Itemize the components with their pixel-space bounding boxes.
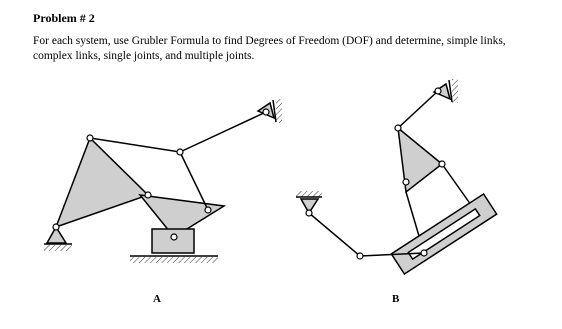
figure-a-joint xyxy=(171,234,177,240)
figure-a-joint xyxy=(263,109,269,115)
figure-b-joint xyxy=(435,88,441,94)
figure-a-joint xyxy=(87,135,93,141)
figure-a-slider-block xyxy=(152,229,194,253)
figure-b-joint xyxy=(439,161,445,167)
figure-a-joint xyxy=(145,192,151,198)
figure-a-ternary-link-large xyxy=(56,138,148,227)
figure-b xyxy=(296,79,497,274)
figure-b-slotted-bar xyxy=(391,194,496,274)
figure-a-link-top xyxy=(90,138,180,152)
problem-title: Problem # 2 xyxy=(33,11,95,25)
figure-b-joint xyxy=(421,250,427,256)
figure-b-link-top xyxy=(398,91,438,128)
figure-a-link-to-ground-right xyxy=(180,112,266,152)
figure-a xyxy=(44,99,282,263)
figure-b-joint xyxy=(403,179,409,185)
figure-b-joint xyxy=(357,253,363,259)
figure-b-label: B xyxy=(392,293,400,305)
figure-a-joint xyxy=(205,207,211,213)
figure-a-label: A xyxy=(153,293,161,305)
figure-b-link-ground xyxy=(309,213,360,256)
figure-b-joint xyxy=(395,125,401,131)
figure-b-joint xyxy=(306,210,312,216)
figure-a-right-pivot xyxy=(258,99,282,123)
problem-description: For each system, use Grubler Formula to find Degrees of Freedom (DOF) and determine, simple links, complex links, single joints, and multiple joints. xyxy=(33,35,506,62)
figure-a-joint xyxy=(53,224,59,230)
figure-a-left-ground xyxy=(44,244,72,251)
figure-a-ground-line xyxy=(130,256,218,263)
figure-a-joint xyxy=(177,149,183,155)
